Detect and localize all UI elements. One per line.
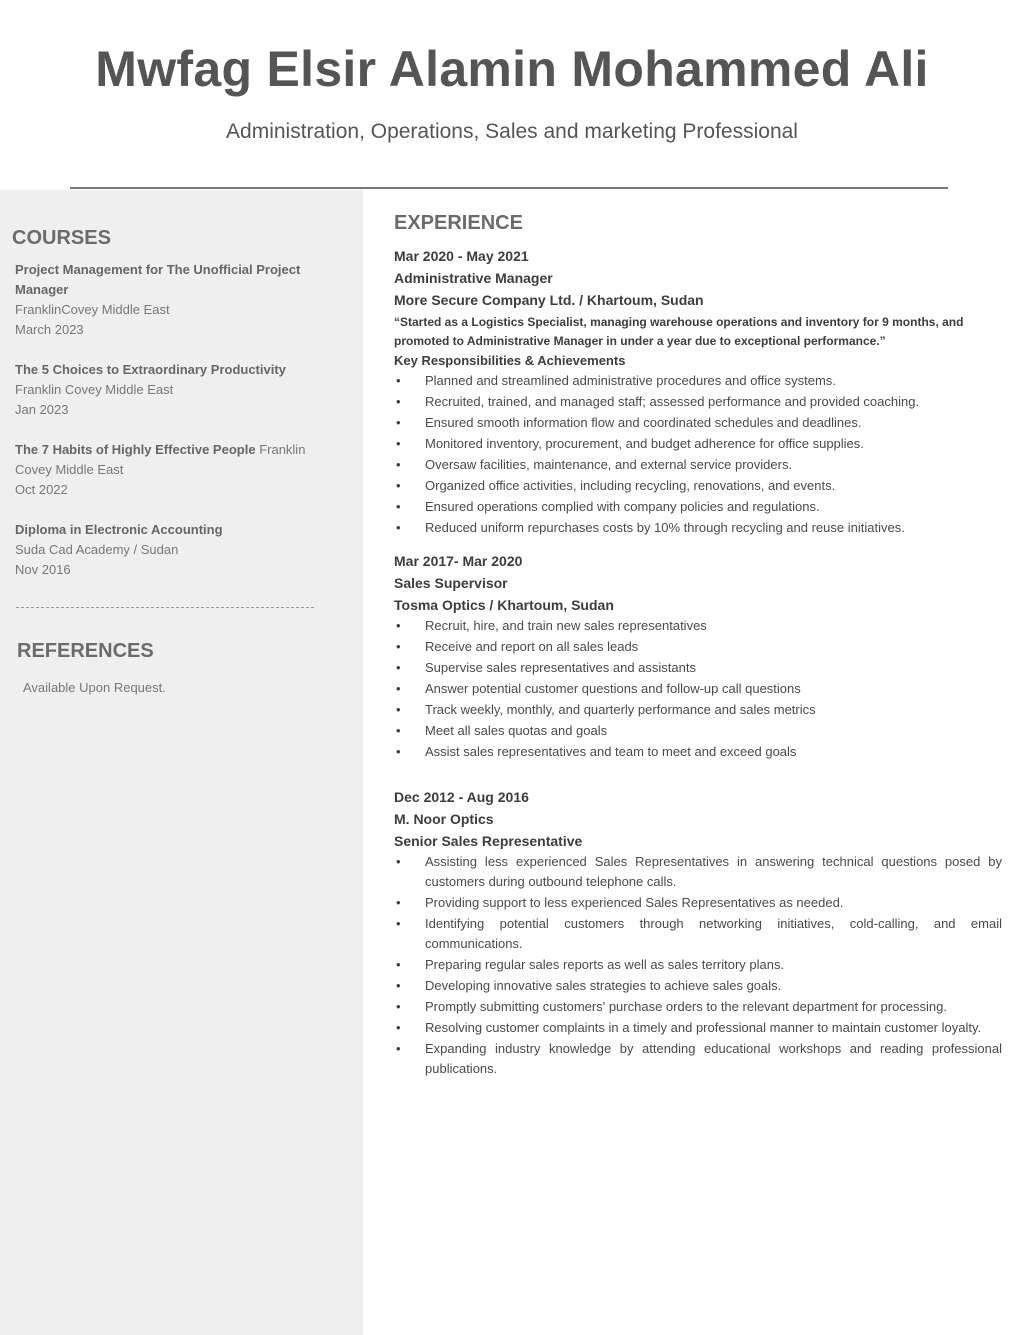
bullet-item: • Preparing regular sales reports as well as sales territory plans. — [394, 955, 1002, 975]
course-provider: Franklin Covey Middle East — [15, 382, 174, 397]
bullet-item: • Recruited, trained, and managed staff; assessed performance and provided coaching. — [394, 392, 1002, 412]
references-heading: REFERENCES — [17, 640, 154, 662]
job-entry — [394, 245, 1002, 538]
course-date: Nov 2016 — [15, 562, 71, 577]
job-company: Tosma Optics / Khartoum, Sudan — [394, 597, 614, 613]
professional-title: Administration, Operations, Sales and marketing Professional — [226, 120, 798, 143]
course-provider: FranklinCovey Middle East — [15, 302, 170, 317]
course-provider: Suda Cad Academy / Sudan — [15, 542, 179, 557]
experience-section — [394, 212, 1002, 1080]
candidate-name: Mwfag Elsir Alamin Mohammed Ali — [95, 41, 929, 97]
course-title: The 7 Habits of Highly Effective People — [15, 442, 256, 457]
course-title: Project Management for The Unofficial Project Manager — [15, 262, 301, 297]
bullet-item: • Organized office activities, including recycling, renovations, and events. — [394, 476, 1002, 496]
references-text: Available Upon Request. — [23, 680, 166, 695]
bullet-item: • Recruit, hire, and train new sales representatives — [394, 616, 1002, 636]
courses-heading: COURSES — [12, 227, 111, 249]
bullet-item: • Ensured smooth information flow and coordinated schedules and deadlines. — [394, 413, 1002, 433]
job-title: Sales Supervisor — [394, 575, 508, 591]
job-company: M. Noor Optics — [394, 811, 494, 827]
course-item — [15, 520, 325, 580]
bullet-item: • Developing innovative sales strategies to achieve sales goals. — [394, 976, 1002, 996]
bullet-item: • Meet all sales quotas and goals — [394, 721, 1002, 741]
bullet-item: • Planned and streamlined administrative procedures and office systems. — [394, 371, 1002, 391]
bullet-item: • Monitored inventory, procurement, and budget adherence for office supplies. — [394, 434, 1002, 454]
bullet-item: • Ensured operations complied with company policies and regulations. — [394, 497, 1002, 517]
experience-heading: EXPERIENCE — [394, 212, 523, 234]
job-dates: Mar 2017- Mar 2020 — [394, 553, 523, 569]
bullet-item: • Assisting less experienced Sales Representatives in answering technical questions posed by customers during outbound telephone calls. — [394, 852, 1002, 892]
bullet-item: • Oversaw facilities, maintenance, and external service providers. — [394, 455, 1002, 475]
bullet-item: • Assist sales representatives and team to meet and exceed goals — [394, 742, 1002, 762]
course-date: Oct 2022 — [15, 482, 68, 497]
job-bullets — [394, 371, 1002, 538]
job-dates: Dec 2012 - Aug 2016 — [394, 789, 529, 805]
bullet-item: • Identifying potential customers through networking initiatives, cold-calling, and email communications. — [394, 914, 1002, 954]
job-subheading: Key Responsibilities & Achievements — [394, 353, 626, 368]
job-dates: Mar 2020 - May 2021 — [394, 248, 529, 264]
course-item — [15, 440, 325, 500]
resume-header — [0, 0, 1024, 190]
bullet-item: • Promptly submitting customers' purchase orders to the relevant department for processing. — [394, 997, 1002, 1017]
courses-list — [15, 260, 325, 600]
job-title: Senior Sales Representative — [394, 833, 583, 849]
bullet-item: • Expanding industry knowledge by attending educational workshops and reading professional publications. — [394, 1039, 1002, 1079]
bullet-item: • Supervise sales representatives and assistants — [394, 658, 1002, 678]
bullet-item: • Receive and report on all sales leads — [394, 637, 1002, 657]
job-title: Administrative Manager — [394, 270, 553, 286]
course-provider: Franklin Covey Middle East — [15, 442, 306, 477]
job-bullets — [394, 616, 1002, 762]
bullet-item: • Providing support to less experienced Sales Representatives as needed. — [394, 893, 1002, 913]
bullet-item: • Answer potential customer questions and follow-up call questions — [394, 679, 1002, 699]
bullet-item: • Reduced uniform repurchases costs by 10% through recycling and reuse initiatives. — [394, 518, 1002, 538]
job-entry — [394, 550, 1002, 762]
bullet-item: • Resolving customer complaints in a timely and professional manner to maintain customer loyalty. — [394, 1018, 1002, 1038]
job-summary-quote: “Started as a Logistics Specialist, managing warehouse operations and inventory for 9 months, and promoted to Administrative Manager in under a year due to exceptional performance.” — [394, 315, 964, 348]
course-date: Jan 2023 — [15, 402, 69, 417]
sidebar-divider — [16, 607, 314, 608]
course-item — [15, 260, 325, 340]
job-entry — [394, 786, 1002, 1079]
course-title: Diploma in Electronic Accounting — [15, 522, 223, 537]
course-date: March 2023 — [15, 322, 84, 337]
job-bullets — [394, 852, 1002, 1079]
job-company: More Secure Company Ltd. / Khartoum, Sudan — [394, 292, 704, 308]
course-title: The 5 Choices to Extraordinary Productivity — [15, 362, 286, 377]
bullet-item: • Track weekly, monthly, and quarterly performance and sales metrics — [394, 700, 1002, 720]
course-item — [15, 360, 325, 420]
header-divider — [70, 187, 948, 189]
